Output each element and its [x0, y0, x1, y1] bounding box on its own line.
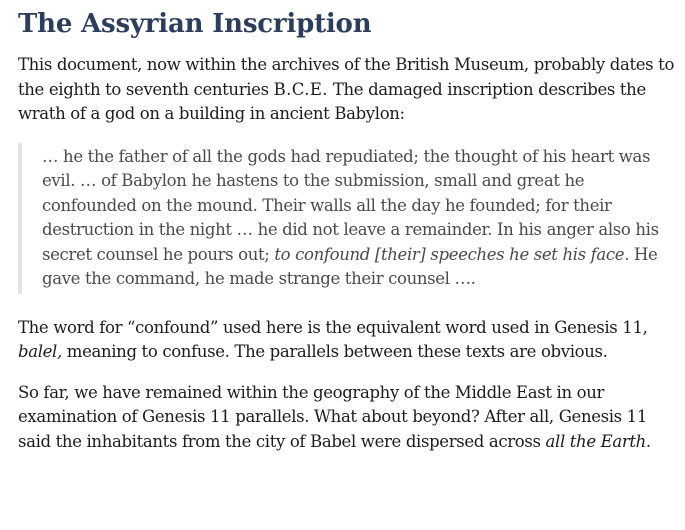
confound-text-start: The word for “confound” used here is the equivalent word used in Genesis 11, — [18, 317, 648, 337]
intro-paragraph — [18, 53, 678, 127]
intro-text-end: The damaged inscription describes the wrath of a god on a building in ancient Babylon: — [18, 79, 646, 123]
balel-term: balel, — [18, 342, 62, 361]
closing-paragraph — [18, 381, 678, 455]
quote-ending: He gave the command, he made strange their counsel …. — [42, 244, 658, 288]
era-abbreviation: B.C.E. — [273, 79, 328, 99]
quote-italic-text: to confound [their] speeches he set his face. — [274, 244, 630, 264]
closing-text: So far, we have remained within the geography of the Middle East in our examination of Genesis 11 parallels. What about beyond? After all, Genesis 11 said the inhabitants from the city of Babel were dispersed across — [18, 382, 647, 451]
inscription-quote — [42, 145, 678, 292]
article-title: The Assyrian Inscription — [18, 9, 372, 39]
article — [18, 6, 678, 454]
closing-emphasis: all the Earth. — [545, 431, 651, 451]
intro-text-start: This document, now within the archives of the British Museum, probably dates to the eighth to seventh centuries — [18, 55, 675, 99]
confound-text-end: meaning to confuse. The parallels between these texts are obvious. — [61, 342, 608, 361]
inscription-blockquote — [18, 143, 678, 294]
quote-text: … he the father of all the gods had repudiated; the thought of his heart was evil. … of Babylon he hastens to the submission, small and great he confounded on the mound. Their walls all the day he founded; for their destruction in the night … he did not leave a remainder. In his anger also his secret counsel he pours out; — [42, 146, 659, 264]
confound-paragraph — [18, 316, 678, 365]
